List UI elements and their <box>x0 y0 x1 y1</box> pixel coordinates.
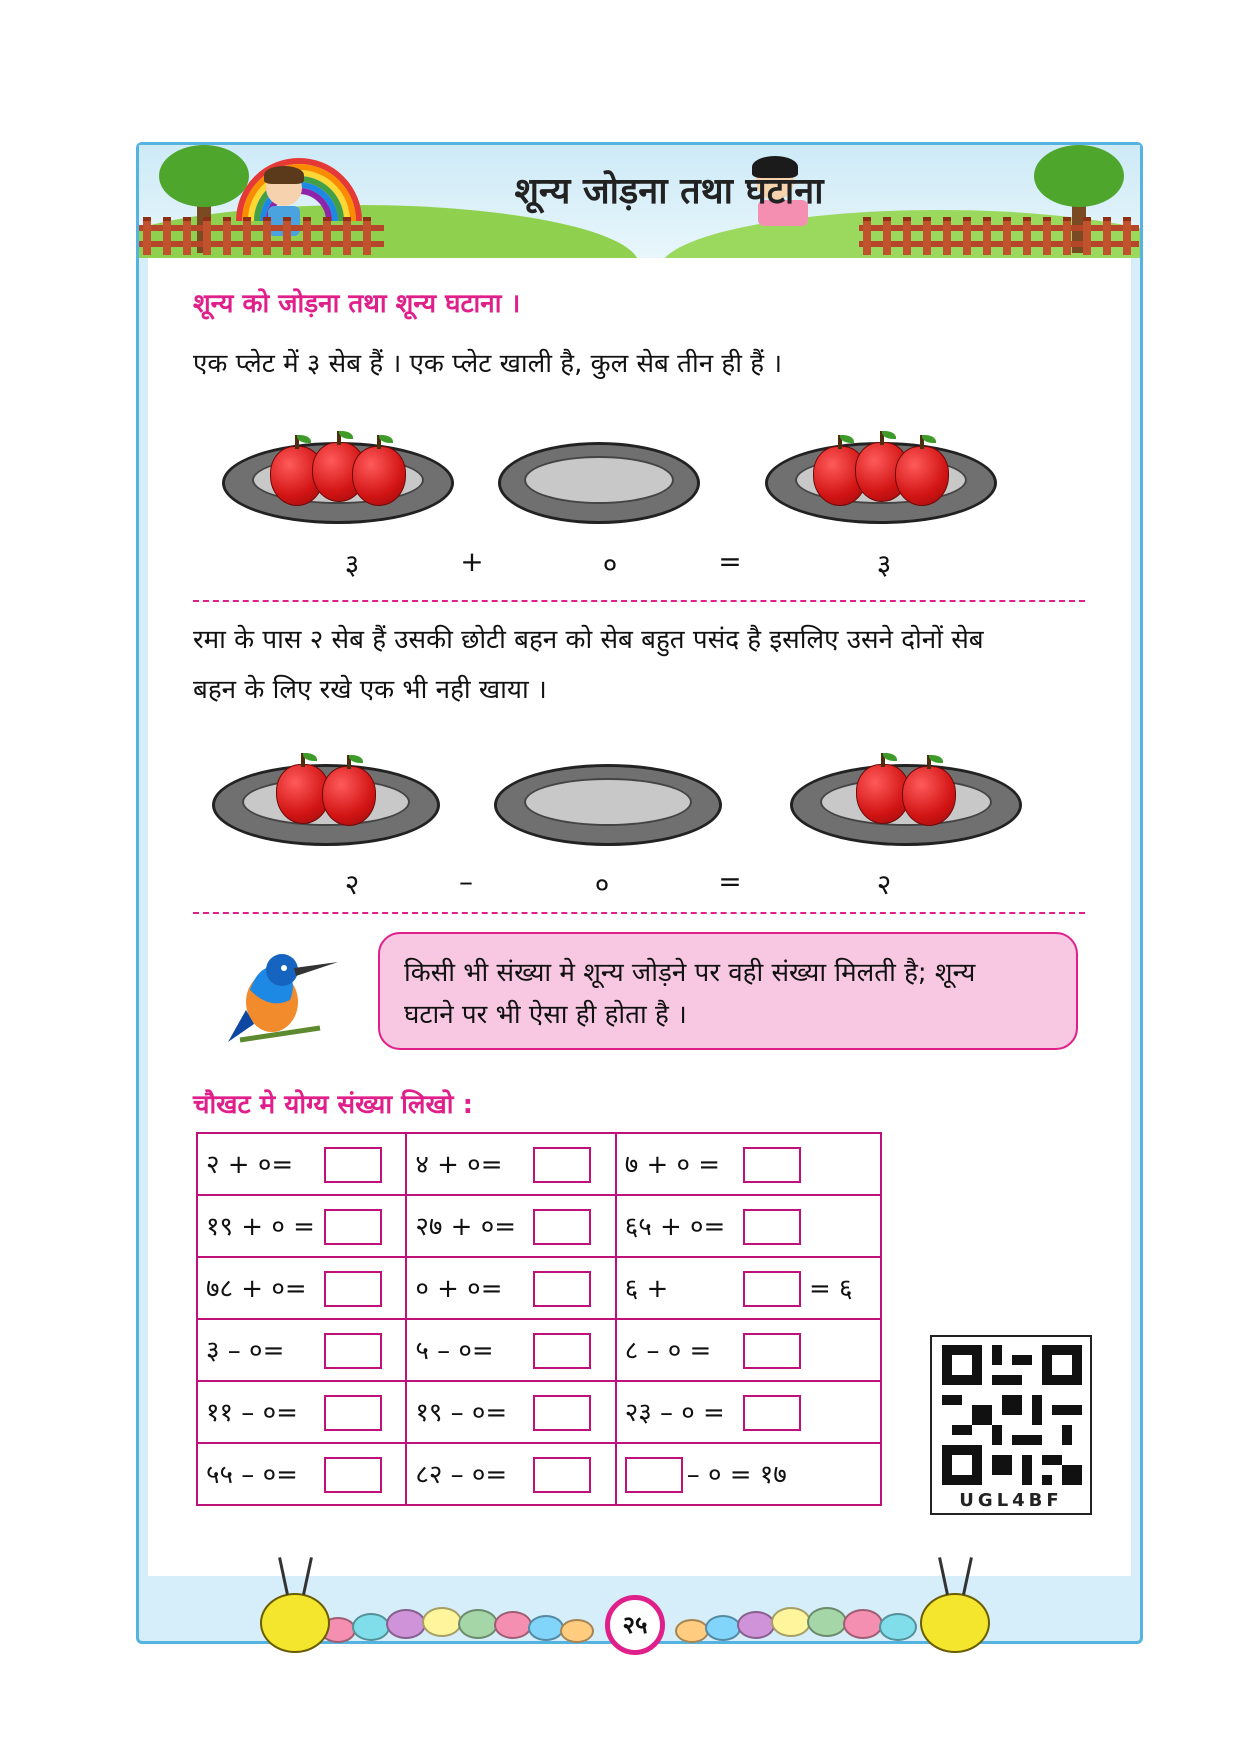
equation-operand: ० <box>602 548 618 581</box>
exercise-cell <box>406 1443 615 1505</box>
exercise-cell <box>616 1195 881 1257</box>
answer-box[interactable] <box>533 1395 591 1431</box>
page-title: शून्य जोड़ना तथा घटाना <box>514 171 824 212</box>
plate-with-apples <box>765 442 997 524</box>
exercise-row <box>197 1319 881 1381</box>
equation-text: ८ – ० = <box>624 1335 712 1366</box>
equation-text: २७ + ०= <box>415 1211 517 1242</box>
exercise-cell <box>197 1319 406 1381</box>
equation-text: ७८ + ०= <box>206 1273 307 1304</box>
empty-plate <box>494 764 722 846</box>
exercise-row <box>197 1381 881 1443</box>
answer-box[interactable] <box>324 1271 382 1307</box>
exercise-heading: चौखट मे योग्य संख्या लिखो : <box>193 1090 473 1120</box>
equation-text: ७ + ० = <box>624 1149 721 1180</box>
equation-suffix: = ६ <box>800 1273 853 1304</box>
exercise-cell <box>197 1133 406 1195</box>
equation-equals: = <box>718 865 742 898</box>
answer-box[interactable] <box>533 1457 591 1493</box>
exercise-cell <box>197 1195 406 1257</box>
answer-box[interactable] <box>743 1271 801 1307</box>
equation-text: ५ – ०= <box>415 1335 494 1366</box>
equation-operand: ० <box>594 868 610 901</box>
exercise-cell <box>406 1195 615 1257</box>
alarm-clock-icon <box>605 1595 665 1655</box>
qr-code[interactable] <box>930 1335 1092 1515</box>
exercise-cell <box>406 1381 615 1443</box>
qr-code-label: UGL4BF <box>959 1490 1063 1511</box>
exercise-cell <box>616 1133 881 1195</box>
kingfisher-bird-icon <box>220 940 340 1050</box>
answer-box[interactable] <box>533 1271 591 1307</box>
rule-note-box <box>378 932 1078 1050</box>
section-heading: शून्य को जोड़ना तथा शून्य घटाना । <box>193 289 521 319</box>
section2-text-line1: रमा के पास २ सेब हैं उसकी छोटी बहन को सेब बहुत पसंद है इसलिए उसने दोनों सेब <box>193 625 984 655</box>
header-banner <box>139 145 1140 258</box>
exercise-cell <box>616 1319 881 1381</box>
exercise-row <box>197 1443 881 1505</box>
exercise-cell <box>616 1257 881 1319</box>
equation-operator: + <box>460 545 484 578</box>
exercise-cell <box>197 1443 406 1505</box>
plate-with-apples <box>212 764 440 846</box>
answer-box[interactable] <box>324 1395 382 1431</box>
equation-result: २ <box>876 868 892 901</box>
dashed-divider <box>193 912 1085 914</box>
answer-box[interactable] <box>324 1209 382 1245</box>
answer-box[interactable] <box>625 1457 683 1493</box>
section1-text: एक प्लेट में ३ सेब हैं । एक प्लेट खाली है, कुल सेब तीन ही हैं । <box>193 349 783 379</box>
exercise-cell <box>406 1319 615 1381</box>
answer-box[interactable] <box>533 1333 591 1369</box>
caterpillar-head-right-icon <box>920 1593 990 1653</box>
answer-box[interactable] <box>743 1209 801 1245</box>
equation-operator: – <box>459 865 473 898</box>
equation-suffix: – ० = १७ <box>686 1459 787 1490</box>
exercise-cell <box>197 1257 406 1319</box>
equation-text: २ + ०= <box>206 1149 294 1180</box>
exercise-cell <box>616 1443 881 1505</box>
answer-box[interactable] <box>743 1333 801 1369</box>
equation-text: ६५ + ०= <box>624 1211 726 1242</box>
plate-with-apples <box>222 442 454 524</box>
equation-equals: = <box>718 545 742 578</box>
answer-box[interactable] <box>533 1209 591 1245</box>
equation-text: २३ – ० = <box>624 1397 725 1428</box>
plate-with-apples <box>790 764 1022 846</box>
fence-left <box>139 217 384 255</box>
equation-text: ८२ – ०= <box>415 1459 508 1490</box>
caterpillar-head-left-icon <box>260 1593 330 1653</box>
equation-operand: ३ <box>344 548 360 581</box>
equation-text: १९ – ०= <box>415 1397 508 1428</box>
page-number: २५ <box>622 1611 648 1639</box>
exercise-cell <box>616 1381 881 1443</box>
empty-plate <box>498 442 700 524</box>
exercise-row <box>197 1133 881 1195</box>
equation-operand: २ <box>344 868 360 901</box>
equation-text: ३ – ०= <box>206 1335 285 1366</box>
equation-text: ६ + <box>624 1273 669 1304</box>
equation-text: ११ – ०= <box>206 1397 298 1428</box>
equation-text: ५५ – ०= <box>206 1459 298 1490</box>
footer-caterpillar <box>260 1545 1020 1655</box>
answer-box[interactable] <box>743 1395 801 1431</box>
equation-result: ३ <box>876 548 892 581</box>
note-line-1: किसी भी संख्या मे शून्य जोड़ने पर वही संख्या मिलती है; शून्य <box>404 958 976 988</box>
fence-right <box>859 217 1139 255</box>
exercise-cell <box>406 1257 615 1319</box>
equation-text: १९ + ० = <box>206 1211 315 1242</box>
answer-box[interactable] <box>324 1333 382 1369</box>
exercise-table <box>196 1132 882 1506</box>
exercise-row <box>197 1195 881 1257</box>
answer-box[interactable] <box>533 1147 591 1183</box>
section2-text-line2: बहन के लिए रखे एक भी नही खाया । <box>193 675 547 705</box>
answer-box[interactable] <box>743 1147 801 1183</box>
dashed-divider <box>193 600 1085 602</box>
qr-pattern-icon <box>942 1345 1082 1485</box>
answer-box[interactable] <box>324 1457 382 1493</box>
answer-box[interactable] <box>324 1147 382 1183</box>
exercise-row <box>197 1257 881 1319</box>
note-line-2: घटाने पर भी ऐसा ही होता है । <box>404 1000 687 1030</box>
equation-text: ४ + ०= <box>415 1149 503 1180</box>
exercise-cell <box>197 1381 406 1443</box>
exercise-cell <box>406 1133 615 1195</box>
equation-text: ० + ०= <box>415 1273 503 1304</box>
